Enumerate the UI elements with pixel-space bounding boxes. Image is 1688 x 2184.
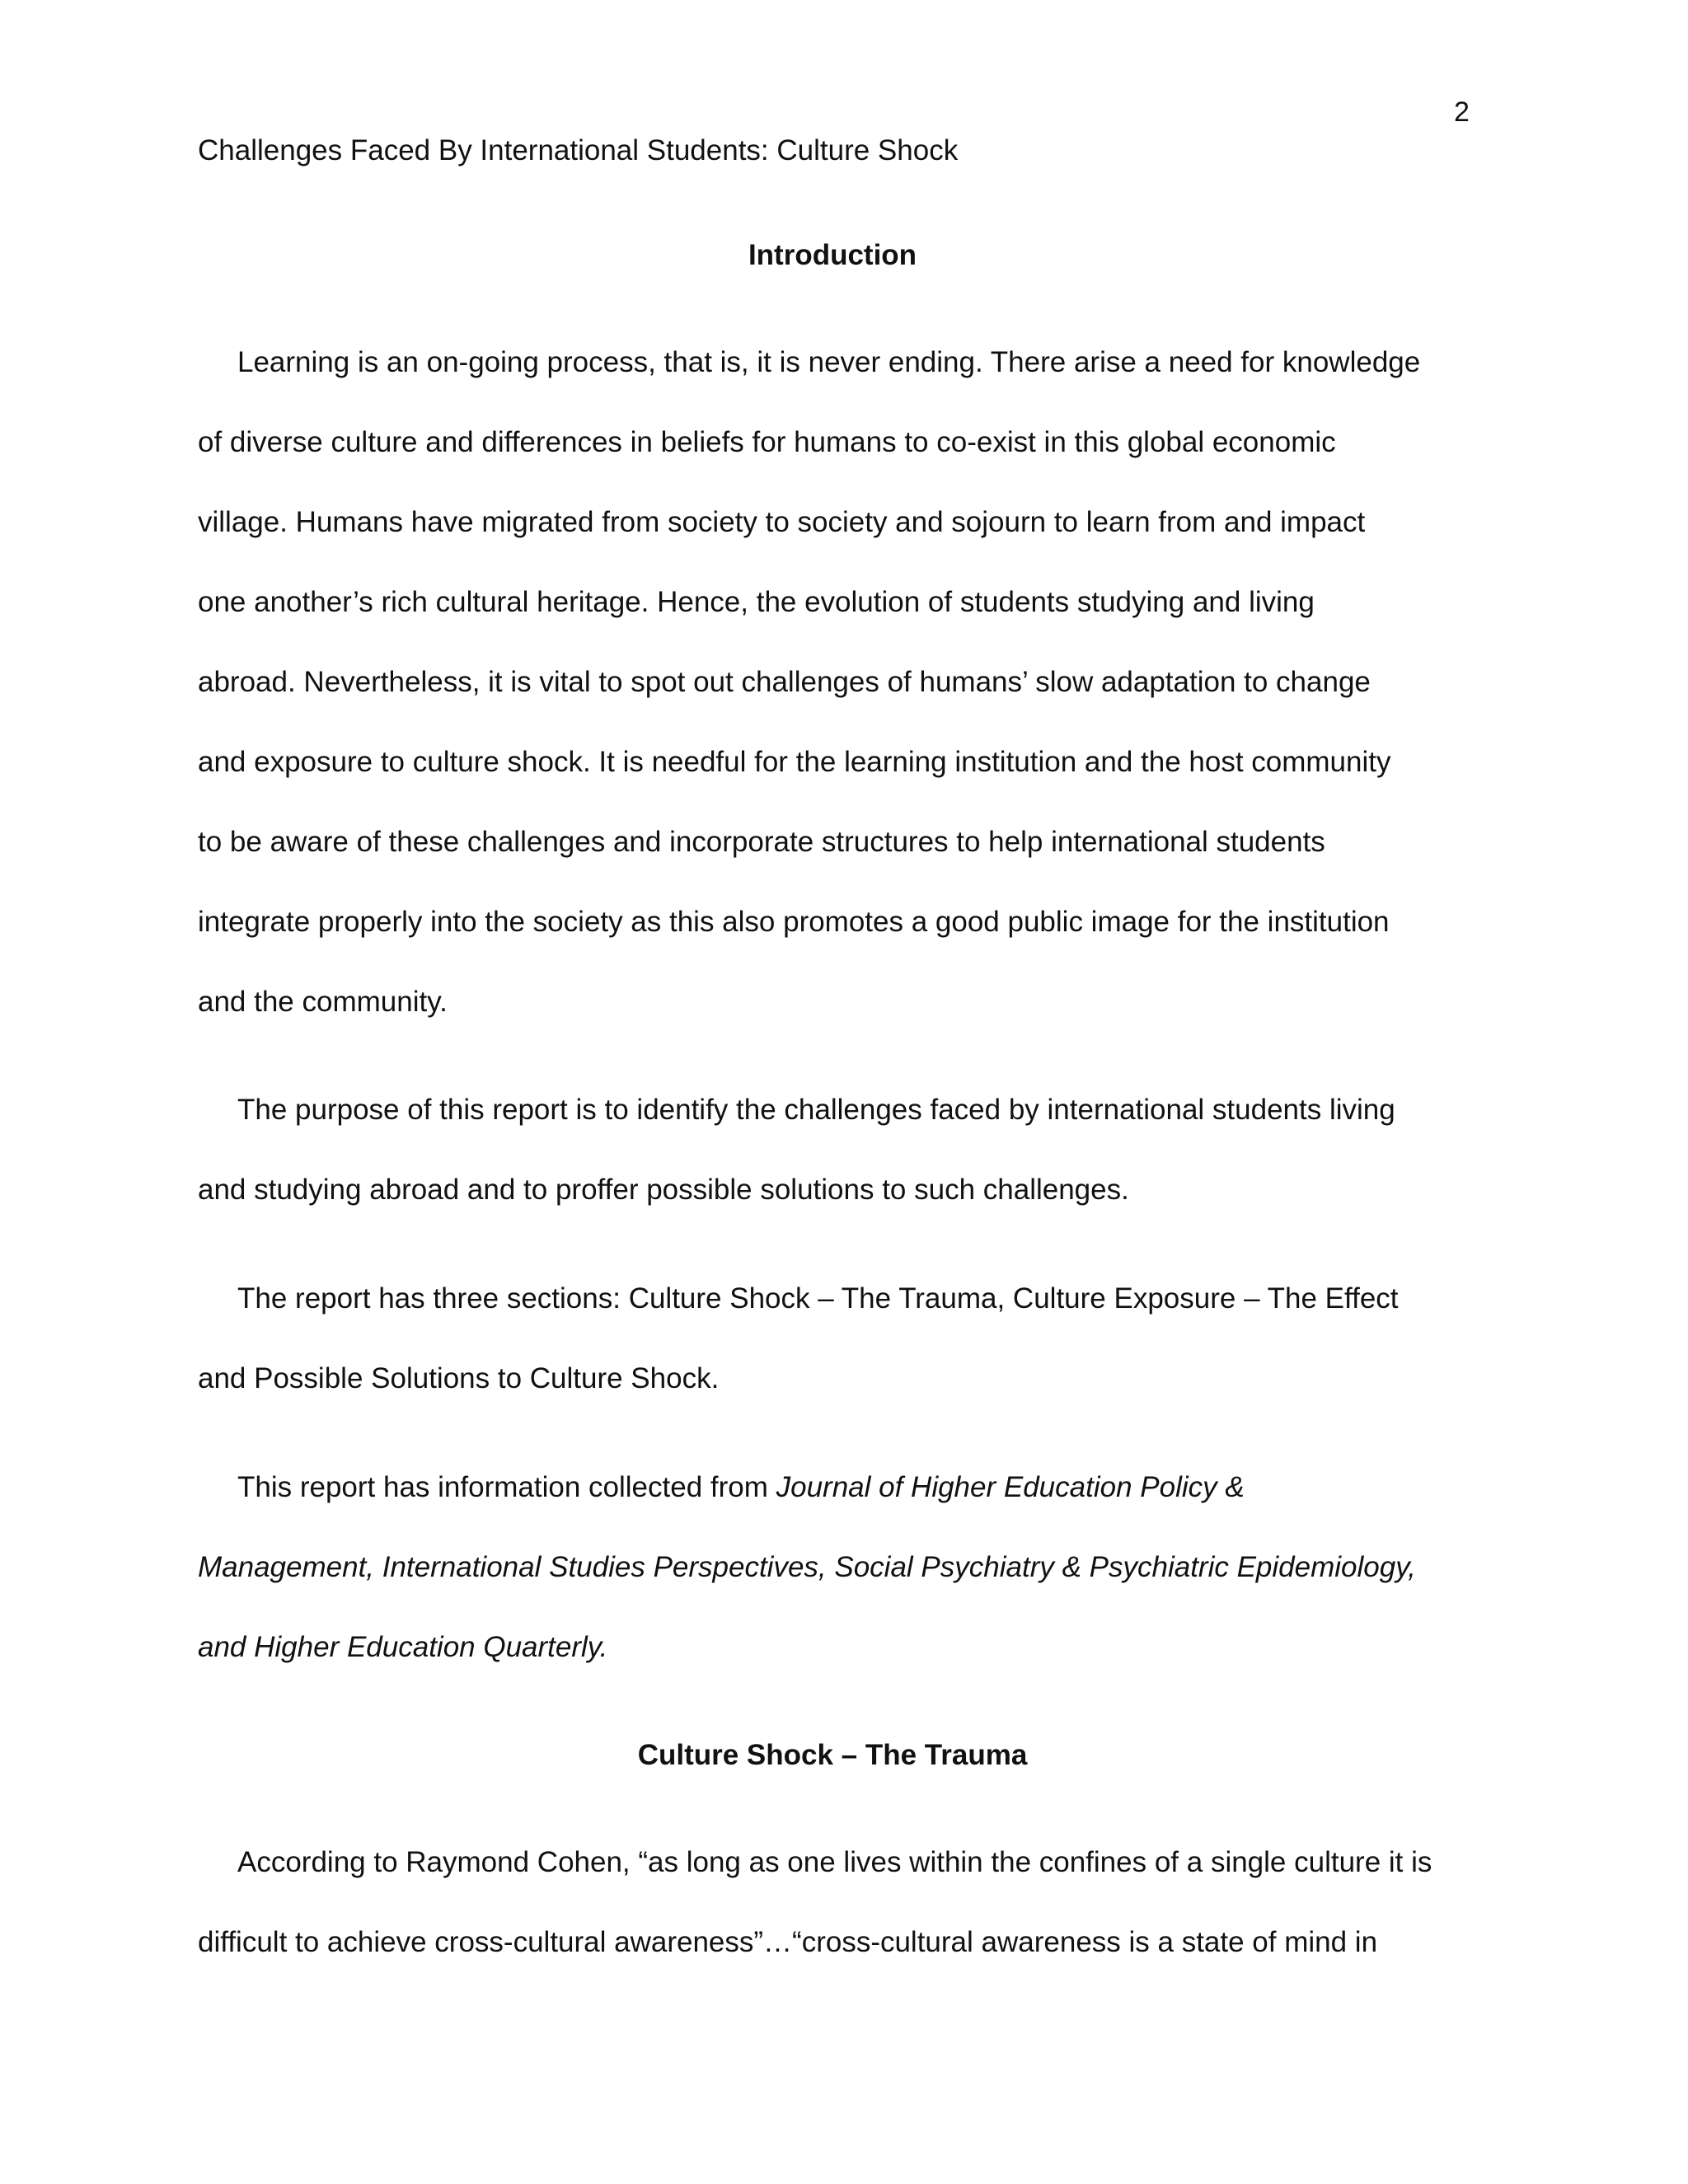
text-line: to be aware of these challenges and incorporate structures to help international students — [198, 826, 1325, 858]
section-heading-introduction: Introduction — [748, 239, 917, 271]
text-line: and the community. — [198, 986, 448, 1018]
section-heading-culture-shock-trauma: Culture Shock – The Trauma — [637, 1739, 1028, 1771]
text-line: abroad. Nevertheless, it is vital to spot out challenges of humans’ slow adaptation to change — [198, 666, 1371, 698]
text-line: and exposure to culture shock. It is needful for the learning institution and the host community — [198, 746, 1391, 778]
text-line: and studying abroad and to proffer possible solutions to such challenges. — [198, 1174, 1129, 1206]
text-line — [237, 1471, 1556, 1504]
text-line: of diverse culture and differences in beliefs for humans to co-exist in this global economic — [198, 426, 1336, 458]
text-line: The purpose of this report is to identify the challenges faced by international students living — [237, 1094, 1395, 1126]
text-line: Learning is an on-going process, that is, it is never ending. There arise a need for knowledge — [237, 346, 1421, 378]
sources-lead: This report has information collected from — [237, 1471, 776, 1503]
text-line: village. Humans have migrated from society to society and sojourn to learn from and impact — [198, 506, 1366, 538]
page-number: 2 — [1454, 96, 1470, 128]
text-line: one another’s rich cultural heritage. Hence, the evolution of students studying and living — [198, 586, 1315, 618]
sources-italic: Journal of Higher Education Policy & — [776, 1471, 1245, 1503]
text-line: and Possible Solutions to Culture Shock. — [198, 1362, 720, 1394]
text-line: integrate properly into the society as this also promotes a good public image for the institution — [198, 906, 1390, 938]
running-header: Challenges Faced By International Students: Culture Shock — [198, 134, 959, 166]
text-line: difficult to achieve cross-cultural awareness”…“cross-cultural awareness is a state of mind in — [198, 1926, 1378, 1958]
text-line: and Higher Education Quarterly. — [198, 1631, 608, 1663]
text-line: Management, International Studies Perspectives, Social Psychiatry & Psychiatric Epidemiology, — [198, 1551, 1416, 1583]
text-line: According to Raymond Cohen, “as long as one lives within the confines of a single culture it is — [237, 1846, 1432, 1878]
text-line: The report has three sections: Culture Shock – The Trauma, Culture Exposure – The Effect — [237, 1282, 1399, 1315]
